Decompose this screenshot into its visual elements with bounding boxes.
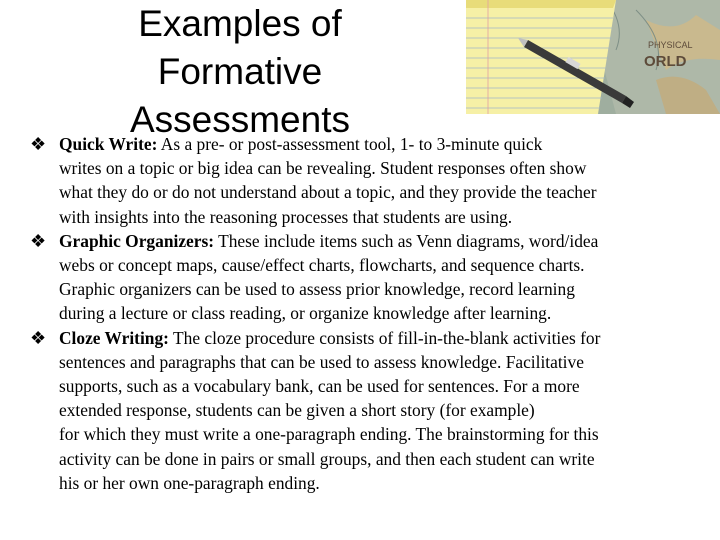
bullet-text: for which they must write a one-paragraph ending. The brainstorming for this: [59, 424, 599, 445]
title-line: Examples of: [138, 3, 342, 44]
diamond-bullet-icon: ❖: [30, 134, 47, 154]
bullet-text: extended response, students can be given a short story (for example): [59, 400, 535, 421]
bullet-text: during a lecture or class reading, or organize knowledge after learning.: [59, 303, 552, 324]
bullet-term: Graphic Organizers:: [59, 230, 215, 251]
svg-text:ORLD: ORLD: [644, 53, 687, 70]
photo-illustration: [466, 0, 720, 114]
diamond-bullet-icon: ❖: [30, 230, 47, 251]
bullet-text: Graphic organizers can be used to assess prior knowledge, record learning: [59, 279, 575, 300]
slide-title: [100, 0, 380, 144]
bullet-text: webs or concept maps, cause/effect charts, flowcharts, and sequence charts.: [59, 255, 585, 276]
title-line: Assessments: [129, 99, 350, 140]
list-item: [30, 229, 690, 326]
bullet-text: As a pre- or post-assessment tool, 1- to 3-minute quick: [157, 134, 543, 154]
bullet-text: supports, such as a vocabulary bank, can be used for sentences. For a more: [59, 376, 580, 397]
bullet-text: what they do or do not understand about a topic, and they provide the teacher: [59, 182, 597, 203]
bullet-list: [30, 132, 690, 495]
bullet-text: activity can be done in pairs or small groups, and then each student can write: [59, 448, 595, 469]
title-line: Formative: [157, 51, 323, 92]
bullet-text: These include items such as Venn diagrams, word/idea: [214, 230, 599, 251]
bullet-text: his or her own one-paragraph ending.: [59, 472, 320, 493]
bullet-term: Quick Write:: [59, 134, 158, 154]
list-item: [30, 326, 690, 495]
list-item: [30, 132, 690, 229]
bullet-text: with insights into the reasoning processes that students are using.: [59, 206, 513, 227]
svg-text:PHYSICAL: PHYSICAL: [648, 40, 693, 50]
bullet-text: The cloze procedure consists of fill-in-the-blank activities for: [168, 327, 601, 348]
notepad-map-photo: [466, 0, 720, 114]
bullet-text: sentences and paragraphs that can be used to assess knowledge. Facilitative: [59, 351, 584, 372]
bullet-term: Cloze Writing:: [59, 327, 169, 348]
bullet-text: writes on a topic or big idea can be revealing. Student responses often show: [59, 158, 587, 179]
diamond-bullet-icon: ❖: [30, 327, 47, 348]
